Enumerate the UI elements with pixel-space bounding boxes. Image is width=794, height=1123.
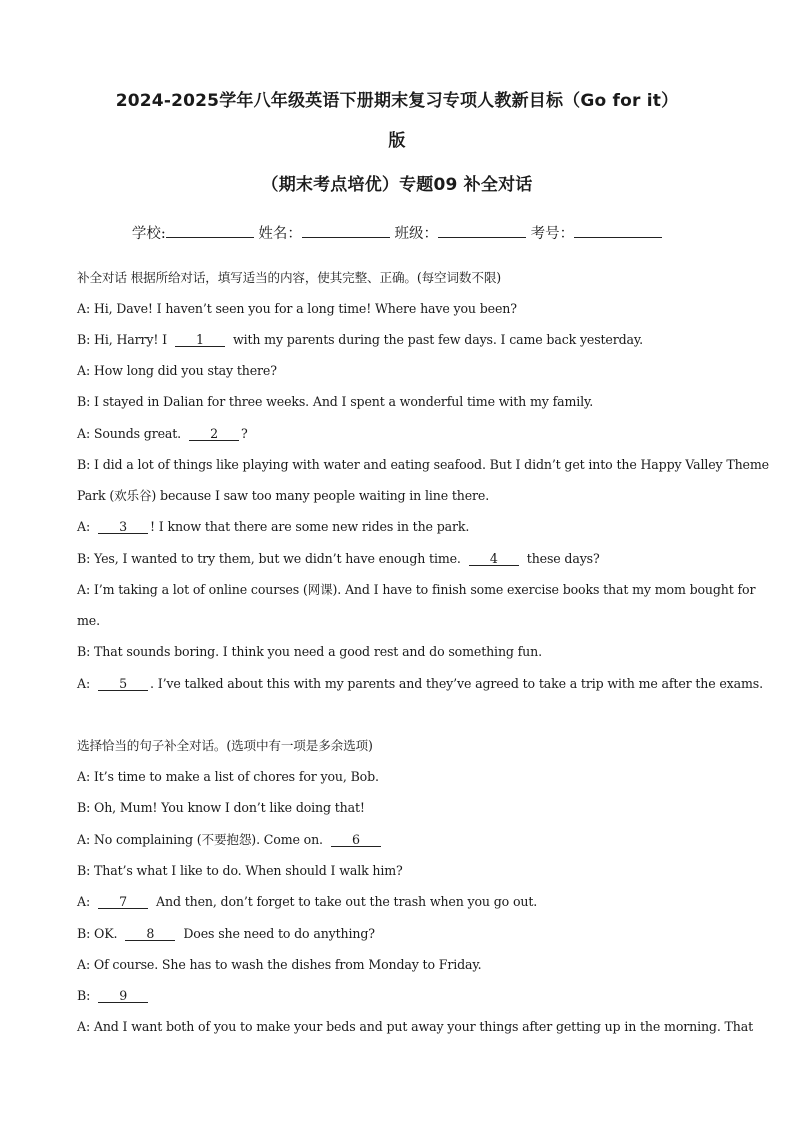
name-blank[interactable] (302, 222, 390, 238)
dialogue-line: A: And I want both of you to make your beds and put away your things after getting up in the morning. That (77, 1019, 754, 1034)
title-line-3: （期末考点培优）专题09 补全对话 (261, 175, 533, 195)
exam-number-blank[interactable] (574, 222, 662, 238)
blank-6[interactable]: 6 (331, 833, 381, 847)
dialogue-line (77, 894, 717, 910)
dialogue-line: A: How long did you stay there? (77, 363, 277, 378)
dialogue-line: B: Oh, Mum! You know I don’t like doing that! (77, 800, 365, 815)
dialogue-text: these days? (526, 551, 600, 566)
section1-instruction: 补全对话 根据所给对话，填写适当的内容，使其完整、正确。(每空词数不限) (77, 270, 502, 285)
class-blank[interactable] (438, 222, 526, 238)
blank-8[interactable]: 8 (125, 927, 175, 941)
dialogue-text: And then, don’t forget to take out the trash when you go out. (156, 894, 538, 909)
dialogue-text: B: OK. (77, 926, 118, 941)
blank-7[interactable]: 7 (98, 895, 148, 909)
dialogue-line (77, 332, 717, 348)
dialogue-text: . I’ve talked about this with my parents and they’ve agreed to take a trip with me after the exams. (150, 676, 763, 691)
dialogue-line: Park (欢乐谷) because I saw too many people waiting in line there. (77, 488, 490, 503)
class-label: 班级： (394, 226, 438, 242)
school-label: 学校: (131, 226, 166, 242)
dialogue-line: B: That sounds boring. I think you need a good rest and do something fun. (77, 644, 542, 659)
name-label: 姓名： (258, 226, 302, 242)
blank-4[interactable]: 4 (469, 552, 519, 566)
school-blank[interactable] (166, 222, 254, 238)
dialogue-line: B: That’s what I like to do. When should I walk him? (77, 863, 403, 878)
blank-5[interactable]: 5 (98, 677, 148, 691)
dialogue-line (77, 426, 717, 442)
dialogue-text: B: (77, 988, 91, 1003)
section2-instruction: 选择恰当的句子补全对话。(选项中有一项是多余选项) (77, 738, 373, 753)
dialogue-text: B: Yes, I wanted to try them, but we didn’t have enough time. (77, 551, 461, 566)
dialogue-line: A: Of course. She has to wash the dishes from Monday to Friday. (77, 957, 482, 972)
title-line-1: 2024-2025学年八年级英语下册期末复习专项人教新目标（Go for it） (115, 91, 679, 111)
exam-number-label: 考号： (530, 226, 575, 242)
dialogue-line (77, 551, 717, 567)
student-info-row (0, 222, 794, 243)
blank-1[interactable]: 1 (175, 333, 225, 347)
dialogue-line (77, 926, 717, 942)
dialogue-text: A: (77, 519, 91, 534)
dialogue-line (77, 519, 717, 535)
dialogue-line: A: Hi, Dave! I haven’t seen you for a long time! Where have you been? (77, 301, 517, 316)
dialogue-line: me. (77, 613, 100, 628)
dialogue-text: A: (77, 894, 91, 909)
dialogue-text: A: No complaining (不要抱怨). Come on. (77, 832, 323, 847)
dialogue-text: ! I know that there are some new rides in the park. (150, 519, 470, 534)
title-line-2: 版 (388, 131, 406, 151)
dialogue-text: A: Sounds great. (77, 426, 182, 441)
dialogue-text: Does she need to do anything? (183, 926, 375, 941)
dialogue-line: A: I’m taking a lot of online courses (网课). And I have to finish some exercise books that my mom bought for (77, 582, 756, 597)
blank-9[interactable]: 9 (98, 989, 148, 1003)
dialogue-text: B: Hi, Harry! I (77, 332, 167, 347)
dialogue-text: ? (241, 426, 248, 441)
blank-2[interactable]: 2 (189, 427, 239, 441)
dialogue-line (77, 676, 763, 692)
dialogue-text: A: (77, 676, 91, 691)
blank-3[interactable]: 3 (98, 520, 148, 534)
dialogue-line: A: It’s time to make a list of chores for you, Bob. (77, 769, 379, 784)
dialogue-text: with my parents during the past few days. I came back yesterday. (232, 332, 644, 347)
dialogue-line: B: I did a lot of things like playing with water and eating seafood. But I didn’t get into the Happy Valley Theme (77, 457, 769, 472)
dialogue-line: B: I stayed in Dalian for three weeks. And I spent a wonderful time with my family. (77, 394, 594, 409)
dialogue-line (77, 988, 717, 1004)
dialogue-line (77, 832, 717, 848)
